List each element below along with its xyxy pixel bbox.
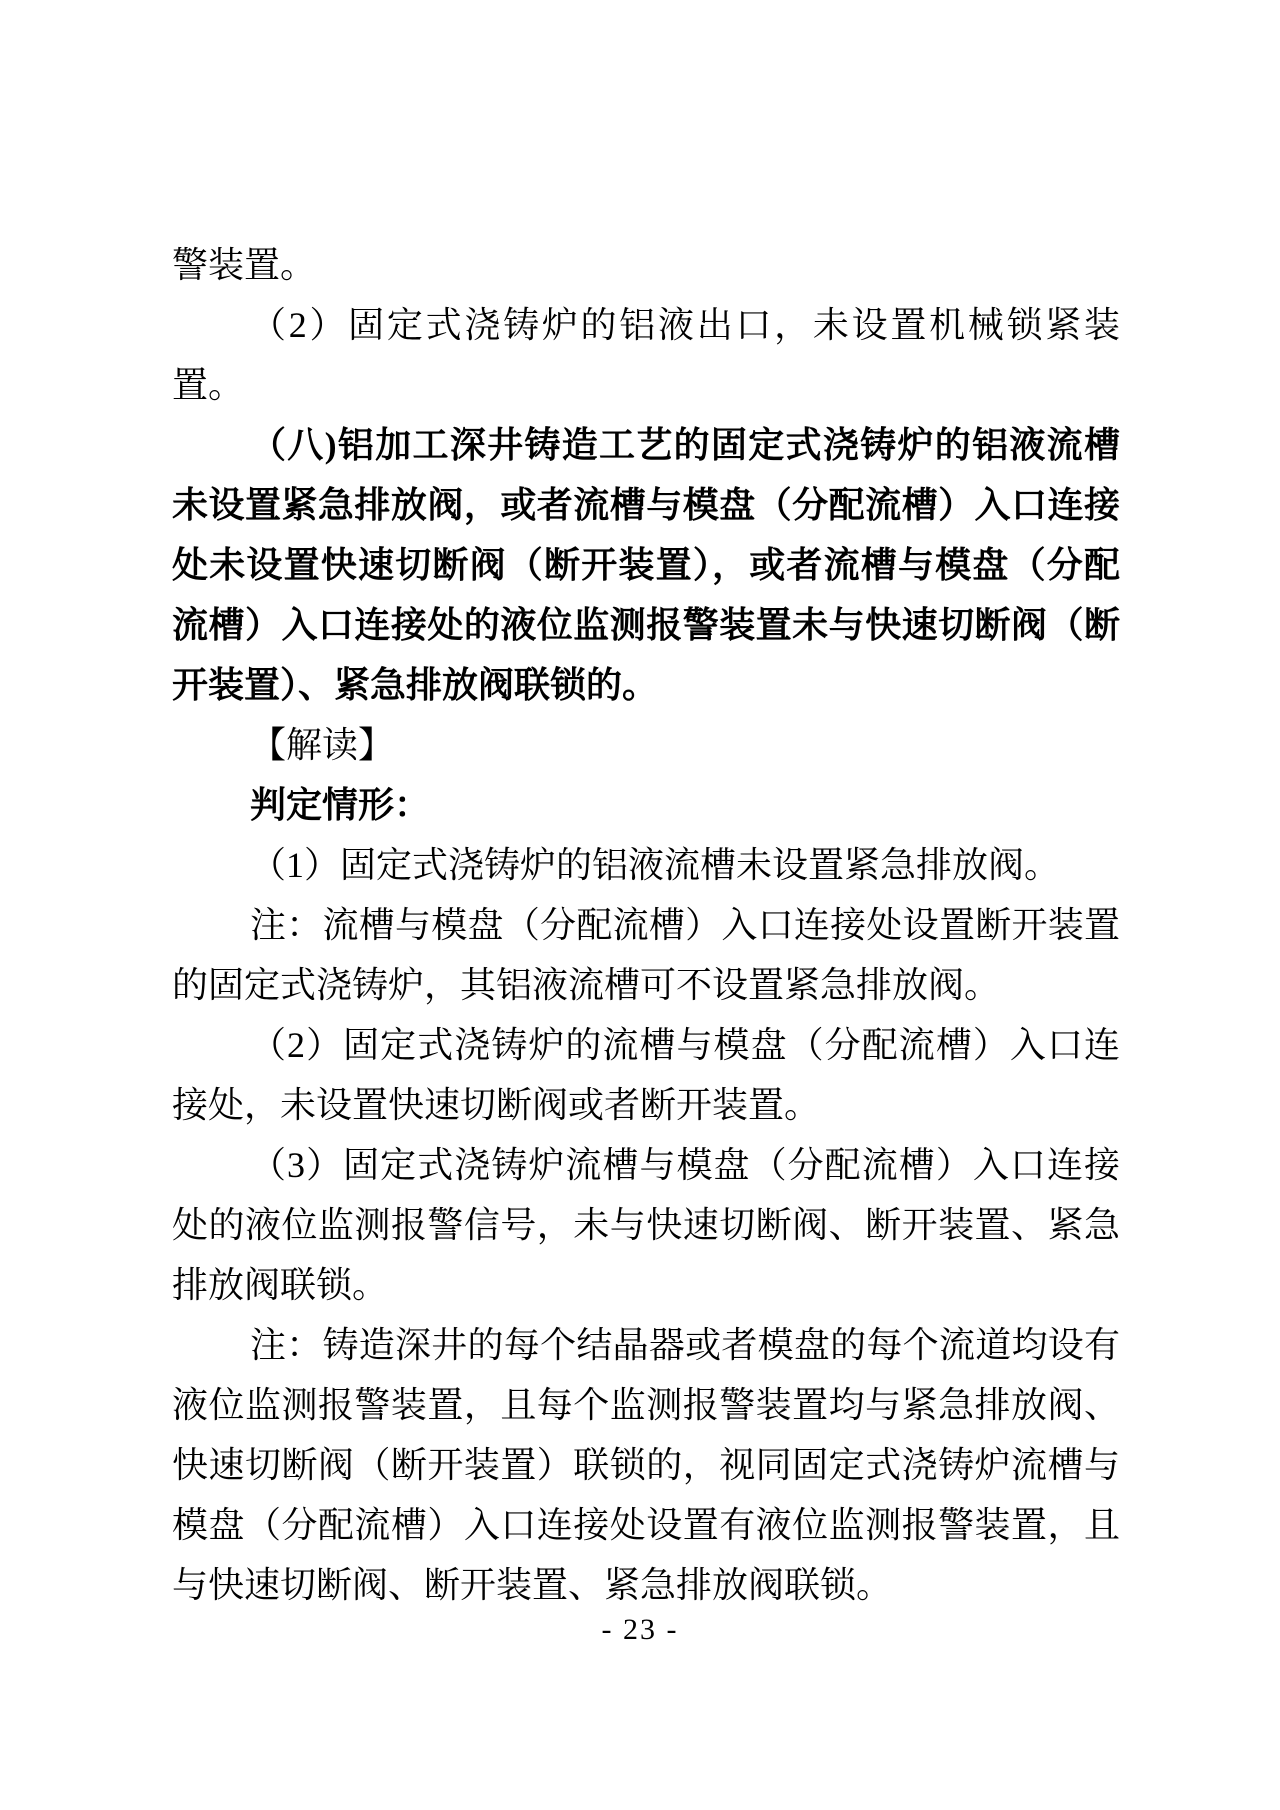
paragraph-case-2: （2）固定式浇铸炉的流槽与模盘（分配流槽）入口连接处，未设置快速切断阀或者断开装置。 bbox=[172, 1025, 1120, 1125]
determination-heading: 判定情形： bbox=[250, 785, 431, 825]
paragraph-violation-item-2: （2）固定式浇铸炉的铝液出口，未设置机械锁紧装置。 bbox=[172, 305, 1120, 405]
section-8-heading: （八)铝加工深井铸造工艺的固定式浇铸炉的铝液流槽未设置紧急排放阀，或者流槽与模盘（分配流槽）入口连接处未设置快速切断阀（断开装置），或者流槽与模盘（分配流槽）入口连接处的液位监测报警装置未与快速切断阀（断开装置）、紧急排放阀联锁的。 bbox=[172, 425, 1120, 705]
paragraph-note-1: 注：流槽与模盘（分配流槽）入口连接处设置断开装置的固定式浇铸炉，其铝液流槽可不设置紧急排放阀。 bbox=[172, 905, 1120, 1005]
paragraph-continuation: 警装置。 bbox=[172, 245, 317, 285]
paragraph-case-1: （1）固定式浇铸炉的铝液流槽未设置紧急排放阀。 bbox=[250, 845, 1061, 885]
interpretation-label: 【解读】 bbox=[250, 725, 395, 765]
document-body bbox=[172, 235, 1120, 1615]
paragraph-note-2: 注：铸造深井的每个结晶器或者模盘的每个流道均设有液位监测报警装置，且每个监测报警装置均与紧急排放阀、快速切断阀（断开装置）联锁的，视同固定式浇铸炉流槽与模盘（分配流槽）入口连接处设置有液位监测报警装置，且与快速切断阀、断开装置、紧急排放阀联锁。 bbox=[172, 1325, 1120, 1605]
page-number: - 23 - bbox=[601, 1613, 679, 1646]
paragraph-case-3: （3）固定式浇铸炉流槽与模盘（分配流槽）入口连接处的液位监测报警信号，未与快速切断阀、断开装置、紧急排放阀联锁。 bbox=[172, 1145, 1120, 1305]
